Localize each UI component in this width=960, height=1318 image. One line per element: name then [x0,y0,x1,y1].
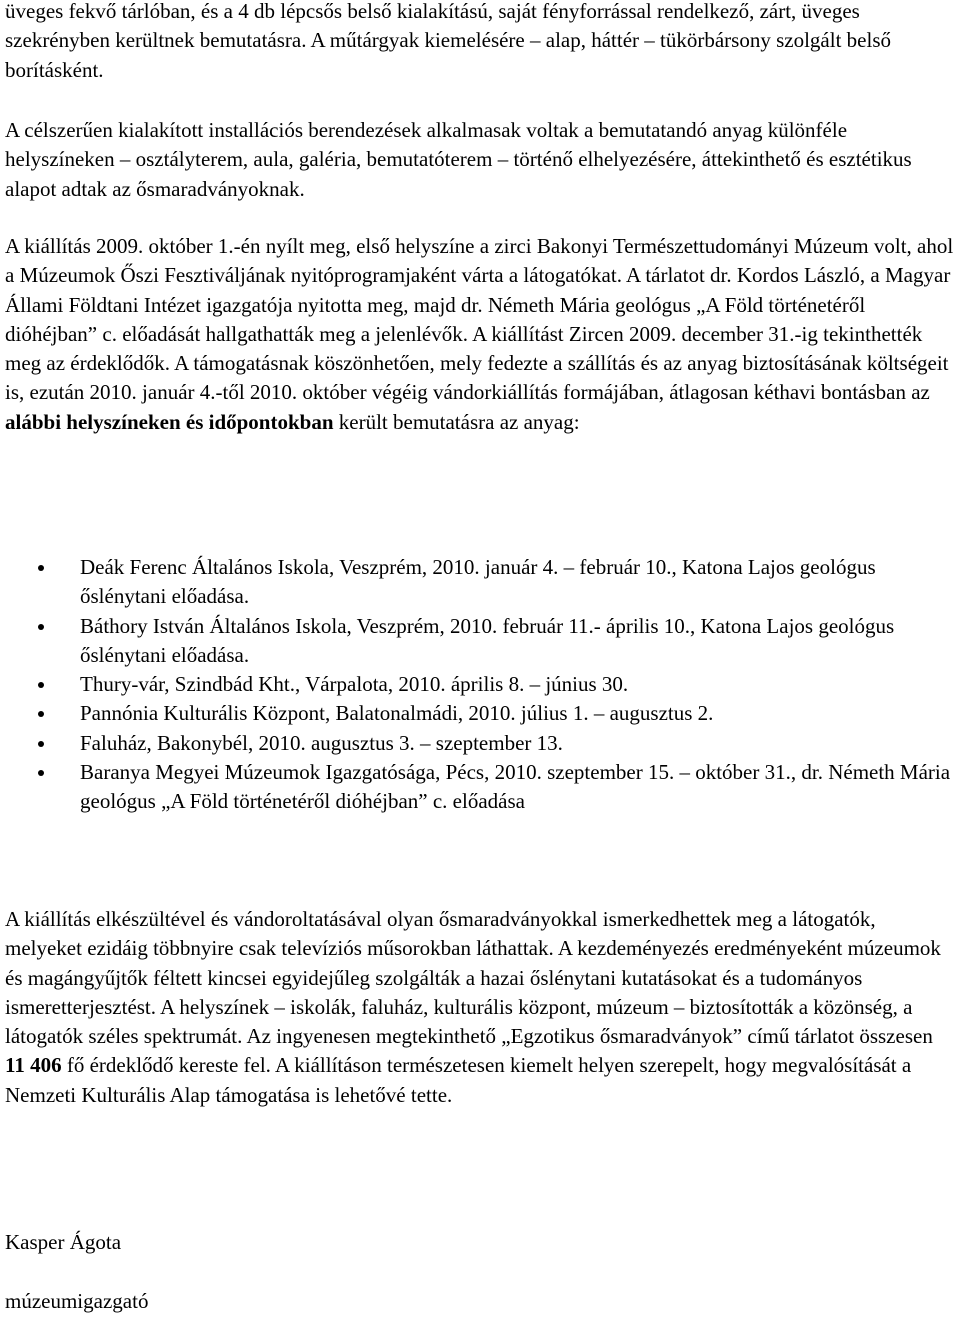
venue-list-item: Báthory István Általános Iskola, Veszprém, 2010. február 11.- április 10., Katona Lajos geológus őslénytani előadása. [5,612,955,671]
signature-name: Kasper Ágota [5,1230,122,1254]
closing-paragraph [5,905,955,1110]
exhibition-text-end: került bemutatásra az anyag: [333,409,580,434]
signature-title: múzeumigazgató [5,1289,149,1313]
visitor-count: 11 406 [5,1053,62,1078]
installations-paragraph: A célszerűen kialakított installációs berendezések alkalmasak voltak a bemutatandó anyag különféle helyszíneken – osztályterem, aula, galéria, bemutatóterem – történő elhelyezésére, áttekinthető és esztétikus alapot adtak az ősmaradványoknak. [5,118,912,201]
venue-list-item: Pannónia Kulturális Központ, Balatonalmádi, 2010. július 1. – augusztus 2. [5,699,955,728]
exhibition-paragraph [5,232,955,437]
venue-list-item: Thury-vár, Szindbád Kht., Várpalota, 2010. április 8. – június 30. [5,670,955,699]
venue-list-item: Deák Ferenc Általános Iskola, Veszprém, 2010. január 4. – február 10., Katona Lajos geológus őslénytani előadása. [5,553,955,612]
venue-list-item: Baranya Megyei Múzeumok Igazgatósága, Pécs, 2010. szeptember 15. – október 31., dr. Németh Mária geológus „A Föld történetéről dióhéjban” c. előadása [5,758,955,817]
closing-text-start: A kiállítás elkészültével és vándoroltatásával olyan ősmaradványokkal ismerkedhettek meg a látogatók, melyeket ezidáig többnyire csak televíziós műsorokban láthattak. A kezdeményezés eredményeként múzeumok és magángyűjtők féltett kincsei egyidejűleg szolgálták a hazai őslénytani kutatásokat és a tudományos ismeretterjesztést. A helyszínek – iskolák, faluház, kulturális központ, múzeum – biztosították a közönség, a látogatók széles spektrumát. Az ingyenesen megtekinthető „Egzotikus ősmaradványok” című tárlatot összesen [5,907,941,1049]
closing-text-end: fő érdeklődő kereste fel. A kiállításon természetesen kiemelt helyen szerepelt, hogy megvalósítását a Nemzeti Kulturális Alap támogatása is lehetővé tette. [5,1053,912,1107]
venue-list [5,553,955,817]
intro-paragraph: üveges fekvő tárlóban, és a 4 db lépcsős belső kialakítású, saját fényforrással rendelkező, zárt, üveges szekrényben kerültnek bemutatásra. A műtárgyak kiemelésére – alap, háttér – tükörbársony szolgált belső borításként. [5,0,891,82]
venue-list-item: Faluház, Bakonybél, 2010. augusztus 3. – szeptember 13. [5,729,955,758]
exhibition-bold-text: alábbi helyszíneken és időpontokban [5,409,334,434]
exhibition-text-start: A kiállítás 2009. október 1.-én nyílt meg, első helyszíne a zirci Bakonyi Természettudományi Múzeum volt, ahol a Múzeumok Őszi Fesztiváljának nyitóprogramjaként várta a látogatókat. A tárlatot dr. Kordos László, a Magyar Állami Földtani Intézet igazgatója nyitotta meg, majd dr. Németh Mária geológus „A Föld történetéről dióhéjban” c. előadását hallgathatták meg a jelenlévők. A kiállítást Zircen 2009. december 31.-ig tekinthették meg az érdeklődők. A támogatásnak köszönhetően, mely fedezte a szállítás és az anyag biztosításának költségeit is, ezután 2010. január 4.-től 2010. október végéig vándorkiállítás formájában, átlagosan kéthavi bontásban az [5,234,954,405]
